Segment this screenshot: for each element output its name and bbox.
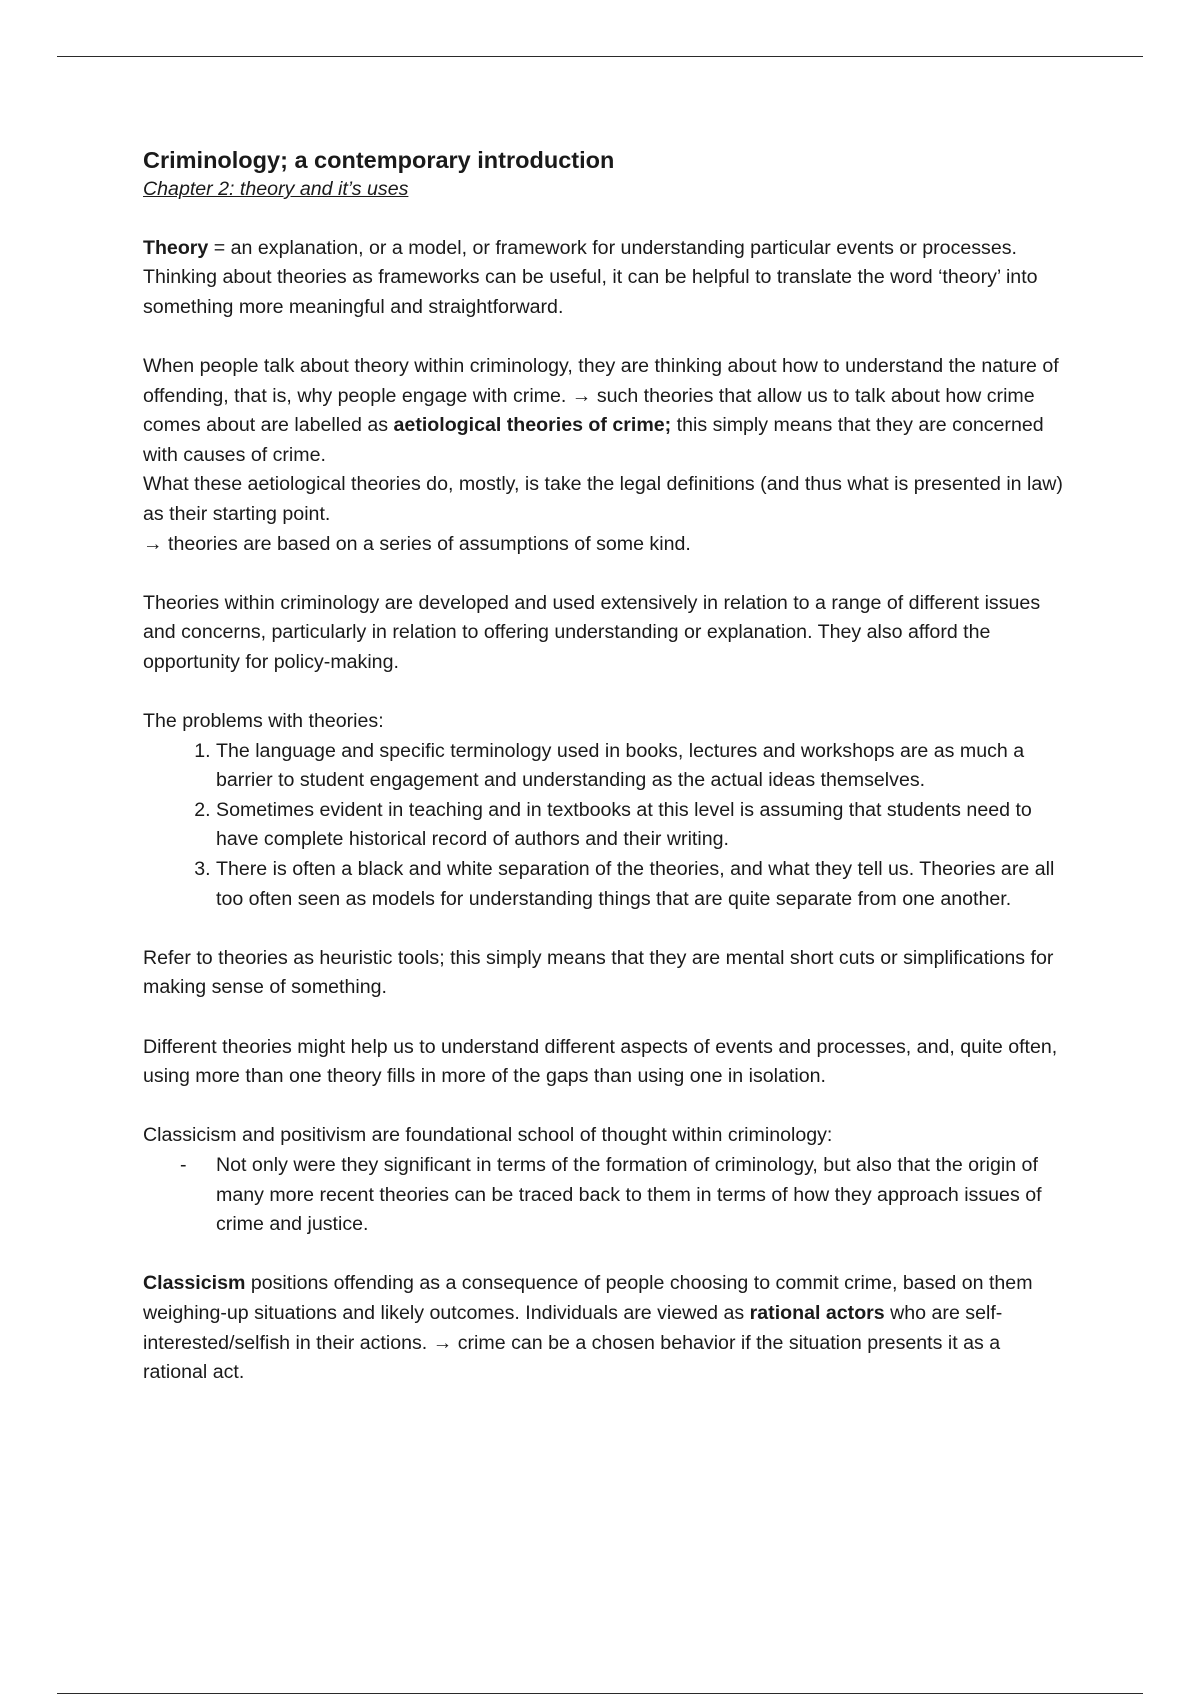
aetiological-term: aetiological theories of crime; — [393, 414, 672, 437]
rational-actors-term: rational actors — [749, 1301, 885, 1324]
schools-of-thought-paragraph: Classicism and positivism are foundational school of thought within criminology: — [143, 1124, 833, 1147]
assumptions-paragraph: → theories are based on a series of assumptions of some kind. — [143, 532, 691, 555]
theory-term: Theory — [143, 236, 209, 259]
aetiological-paragraph — [143, 352, 1063, 470]
list-item: 1. The language and specific terminology used in books, lectures and workshops are as much a barrier to student engagement and understanding as the actual ideas themselves. — [216, 737, 1063, 796]
classicism-paragraph — [143, 1269, 1063, 1387]
problems-list — [143, 737, 1063, 915]
classicism-text-b: who are self-interested/selfish in their actions. → crime can be a chosen behavior if the situation presents it as a rational act. — [143, 1301, 1003, 1384]
classicism-text-a: positions offending as a consequence of people choosing to commit crime, based on them weighing-up situations and likely outcomes. Individuals are viewed as — [143, 1272, 1033, 1324]
schools-bullet-list — [143, 1151, 1063, 1240]
legal-definitions-paragraph: What these aetiological theories do, mostly, is take the legal definitions (and thus what is presented in law) as their starting point. — [143, 473, 1063, 525]
classicism-term: Classicism — [143, 1272, 246, 1295]
problems-intro: The problems with theories: — [143, 710, 384, 733]
header-rule — [57, 56, 1143, 57]
different-theories-paragraph: Different theories might help us to understand different aspects of events and processes, and, quite often, using more than one theory fills in more of the gaps than using one in isolation. — [143, 1035, 1058, 1088]
policy-paragraph: Theories within criminology are developed and used extensively in relation to a range of different issues and concerns, particularly in relation to offering understanding or explanation. They also afford the opportunity for policy-making. — [143, 591, 1041, 673]
document-body — [143, 145, 1063, 1388]
theory-frameworks-paragraph: Thinking about theories as frameworks can be useful, it can be helpful to translate the word ‘theory’ into something more meaningful and straightforward. — [143, 266, 1038, 318]
theory-definition — [143, 234, 1063, 264]
heuristic-paragraph: Refer to theories as heuristic tools; this simply means that they are mental short cuts or simplifications for making sense of something. — [143, 946, 1054, 999]
aetiological-text-a: When people talk about theory within criminology, they are thinking about how to understand the nature of offending, that is, why people engage with crime. → such theories that allow us to talk about how crime comes about are labelled as — [143, 354, 1059, 437]
document-title: Criminology; a contemporary introduction — [143, 147, 615, 173]
chapter-subtitle: Chapter 2: theory and it’s uses — [143, 178, 409, 200]
list-item: 3. There is often a black and white separation of the theories, and what they tell us. Theories are all too often seen as models for understanding things that are quite separate from one another. — [216, 855, 1063, 914]
footer-rule — [57, 1693, 1143, 1694]
list-item: - Not only were they significant in terms of the formation of criminology, but also that the origin of many more recent theories can be traced back to them in terms of how they approach issues of crime and justice. — [216, 1151, 1063, 1240]
theory-definition-text: = an explanation, or a model, or framework for understanding particular events or processes. — [208, 236, 1017, 259]
aetiological-text-b: this simply means that they are concerned with causes of crime. — [143, 414, 1044, 466]
list-item: 2. Sometimes evident in teaching and in textbooks at this level is assuming that students need to have complete historical record of authors and their writing. — [216, 796, 1063, 855]
